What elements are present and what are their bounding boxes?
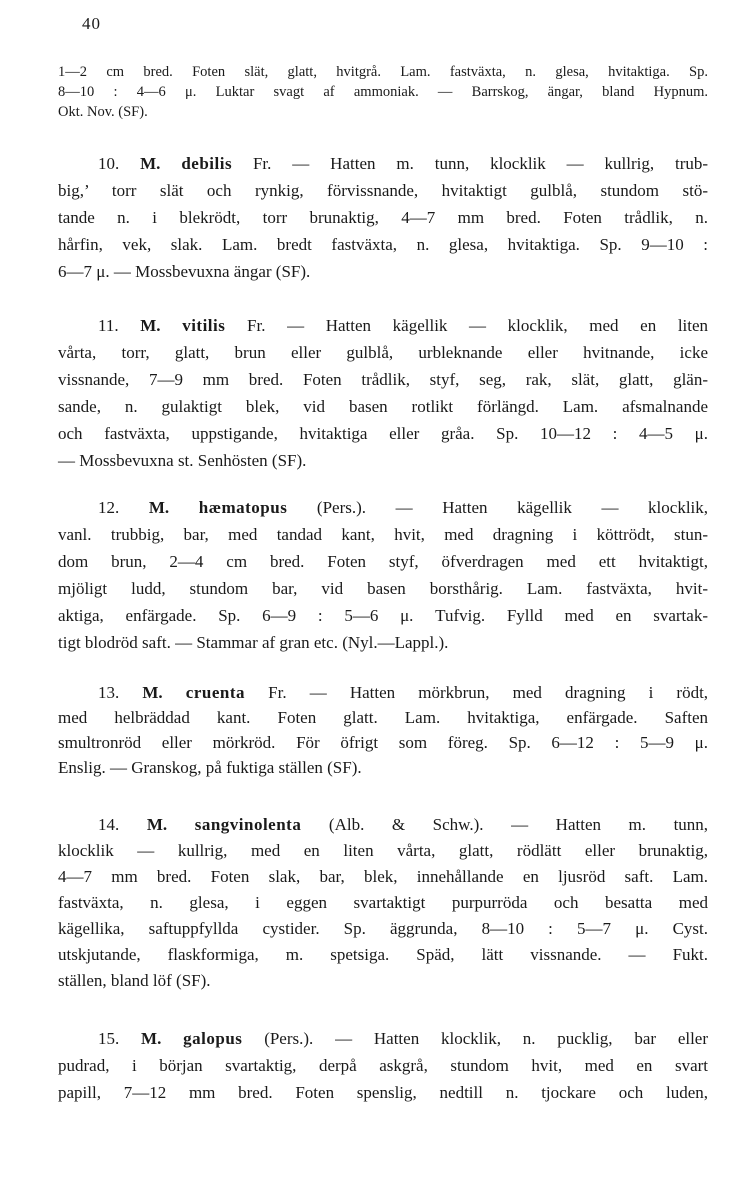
description-start: — Hatten klocklik, n. pucklig, bar eller xyxy=(335,1029,709,1048)
text-line: aktiga, enfärgade. Sp. 6—9 : 5—6 μ. Tufvig. Fylld med en svartak- xyxy=(58,606,708,625)
genus-abbreviation: M. xyxy=(141,1029,162,1048)
text-line: papill, 7—12 mm bred. Foten spenslig, nedtill n. tjockare och luden, xyxy=(58,1083,708,1102)
text-line: med helbräddad kant. Foten glatt. Lam. hvitaktiga, enfärgade. Saften xyxy=(58,708,708,727)
genus-abbreviation: M. xyxy=(146,815,168,834)
entry-heading xyxy=(58,494,708,521)
text-line: hårfin, vek, slak. Lam. bredt fastväxta, n. glesa, hvitaktiga. Sp. 9—10 : xyxy=(58,235,708,254)
text-line: big,’ torr slät och rynkig, förvissnande, hvitaktigt gulblå, stundom stö- xyxy=(58,181,708,200)
text-line: smultronröd eller mörkröd. För öfrigt som föreg. Sp. 6—12 : 5—9 μ. xyxy=(58,733,708,752)
entry-number: 15. xyxy=(98,1029,120,1048)
species-author: (Pers.). xyxy=(316,498,367,517)
entry-heading xyxy=(58,312,708,339)
genus-abbreviation: M. xyxy=(142,683,163,702)
text-line: fastväxta, n. glesa, i eggen svartaktigt purpurröda och besatta med xyxy=(58,893,708,912)
species-entry-15 xyxy=(58,1025,708,1106)
description-start: — Hatten m. tunn, klocklik — kullrig, trub- xyxy=(292,154,709,173)
text-line: Enslig. — Granskog, på fuktiga ställen (SF). xyxy=(58,758,362,777)
species-entry-11 xyxy=(58,312,708,474)
species-author: Fr. xyxy=(247,316,266,335)
species-author: (Pers.). xyxy=(264,1029,314,1048)
text-line: vanl. trubbig, bar, med tandad kant, hvit, med dragning i köttrödt, stun- xyxy=(58,525,708,544)
species-entry-10 xyxy=(58,150,708,285)
description-start: — Hatten kägellik — klocklik, med en liten xyxy=(287,316,709,335)
text-line: pudrad, i början svartaktig, derpå askgrå, stundom hvit, med en svart xyxy=(58,1056,708,1075)
entry-number: 10. xyxy=(98,154,120,173)
species-name: hæmatopus xyxy=(198,498,288,517)
species-entry-13 xyxy=(58,680,708,780)
entry-heading xyxy=(58,812,708,838)
species-author: (Alb. & Schw.). xyxy=(328,815,484,834)
text-line: 1—2 cm bred. Foten slät, glatt, hvitgrå. Lam. fastväxta, n. glesa, hvitaktiga. Sp. xyxy=(58,64,708,80)
entry-heading xyxy=(58,680,708,705)
species-name: debilis xyxy=(181,154,233,173)
text-line: kägellika, saftuppfyllda cystider. Sp. äggrunda, 8—10 : 5—7 μ. Cyst. xyxy=(58,919,708,938)
text-line: vissnande, 7—9 mm bred. Foten trådlik, styf, seg, rak, slät, glatt, glän- xyxy=(58,370,708,389)
text-line: tande n. i blekrödt, torr brunaktig, 4—7 mm bred. Foten trådlik, n. xyxy=(58,208,708,227)
genus-abbreviation: M. xyxy=(148,498,170,517)
page-number: 40 xyxy=(82,14,101,33)
species-name: galopus xyxy=(183,1029,243,1048)
species-name: vitilis xyxy=(182,316,226,335)
entry-heading xyxy=(58,150,708,177)
species-name: cruenta xyxy=(185,683,246,702)
species-name: sangvinolenta xyxy=(194,815,302,834)
description-start: — Hatten kägellik — klocklik, xyxy=(395,498,709,517)
entry-heading xyxy=(58,1025,708,1052)
text-line: utskjutande, flaskformiga, m. spetsiga. Späd, lätt vissnande. — Fukt. xyxy=(58,945,708,964)
text-line: vårta, torr, glatt, brun eller gulblå, urbleknande eller hvitnande, icke xyxy=(58,343,708,362)
text-line: dom brun, 2—4 cm bred. Foten styf, öfverdragen med ett hvitaktigt, xyxy=(58,552,708,571)
text-line: — Mossbevuxna st. Senhösten (SF). xyxy=(58,451,307,470)
entry-number: 11. xyxy=(98,316,119,335)
text-line: 4—7 mm bred. Foten slak, bar, blek, innehållande en ljusröd saft. Lam. xyxy=(58,867,708,886)
text-line: 8—10 : 4—6 μ. Luktar svagt af ammoniak. — Barrskog, ängar, bland Hypnum. xyxy=(58,84,708,100)
text-line: sande, n. gulaktigt blek, vid basen rotlikt förlängd. Lam. afsmalnande xyxy=(58,397,708,416)
genus-abbreviation: M. xyxy=(140,316,161,335)
species-author: Fr. xyxy=(268,683,287,702)
species-author: Fr. xyxy=(252,154,272,173)
text-line: Okt. Nov. (SF). xyxy=(58,104,148,120)
description-start: — Hatten mörkbrun, med dragning i rödt, xyxy=(309,683,709,702)
species-entry-14 xyxy=(58,812,708,994)
entry-number: 12. xyxy=(98,498,120,517)
text-line: och fastväxta, uppstigande, hvitaktiga eller gråa. Sp. 10—12 : 4—5 μ. xyxy=(58,424,708,443)
text-line: ställen, bland löf (SF). xyxy=(58,971,211,990)
entry-number: 14. xyxy=(98,815,120,834)
description-start: — Hatten m. tunn, xyxy=(511,815,709,834)
text-line: mjöligt ludd, stundom bar, vid basen borsthårig. Lam. fastväxta, hvit- xyxy=(58,579,708,598)
text-line: tigt blodröd saft. — Stammar af gran etc. (Nyl.—Lappl.). xyxy=(58,633,449,652)
text-line: 6—7 μ. — Mossbevuxna ängar (SF). xyxy=(58,262,311,281)
entry-9-continuation xyxy=(58,62,708,122)
genus-abbreviation: M. xyxy=(140,154,161,173)
entry-number: 13. xyxy=(98,683,120,702)
species-entry-12 xyxy=(58,494,708,656)
text-line: klocklik — kullrig, med en liten vårta, glatt, rödlätt eller brunaktig, xyxy=(58,841,708,860)
